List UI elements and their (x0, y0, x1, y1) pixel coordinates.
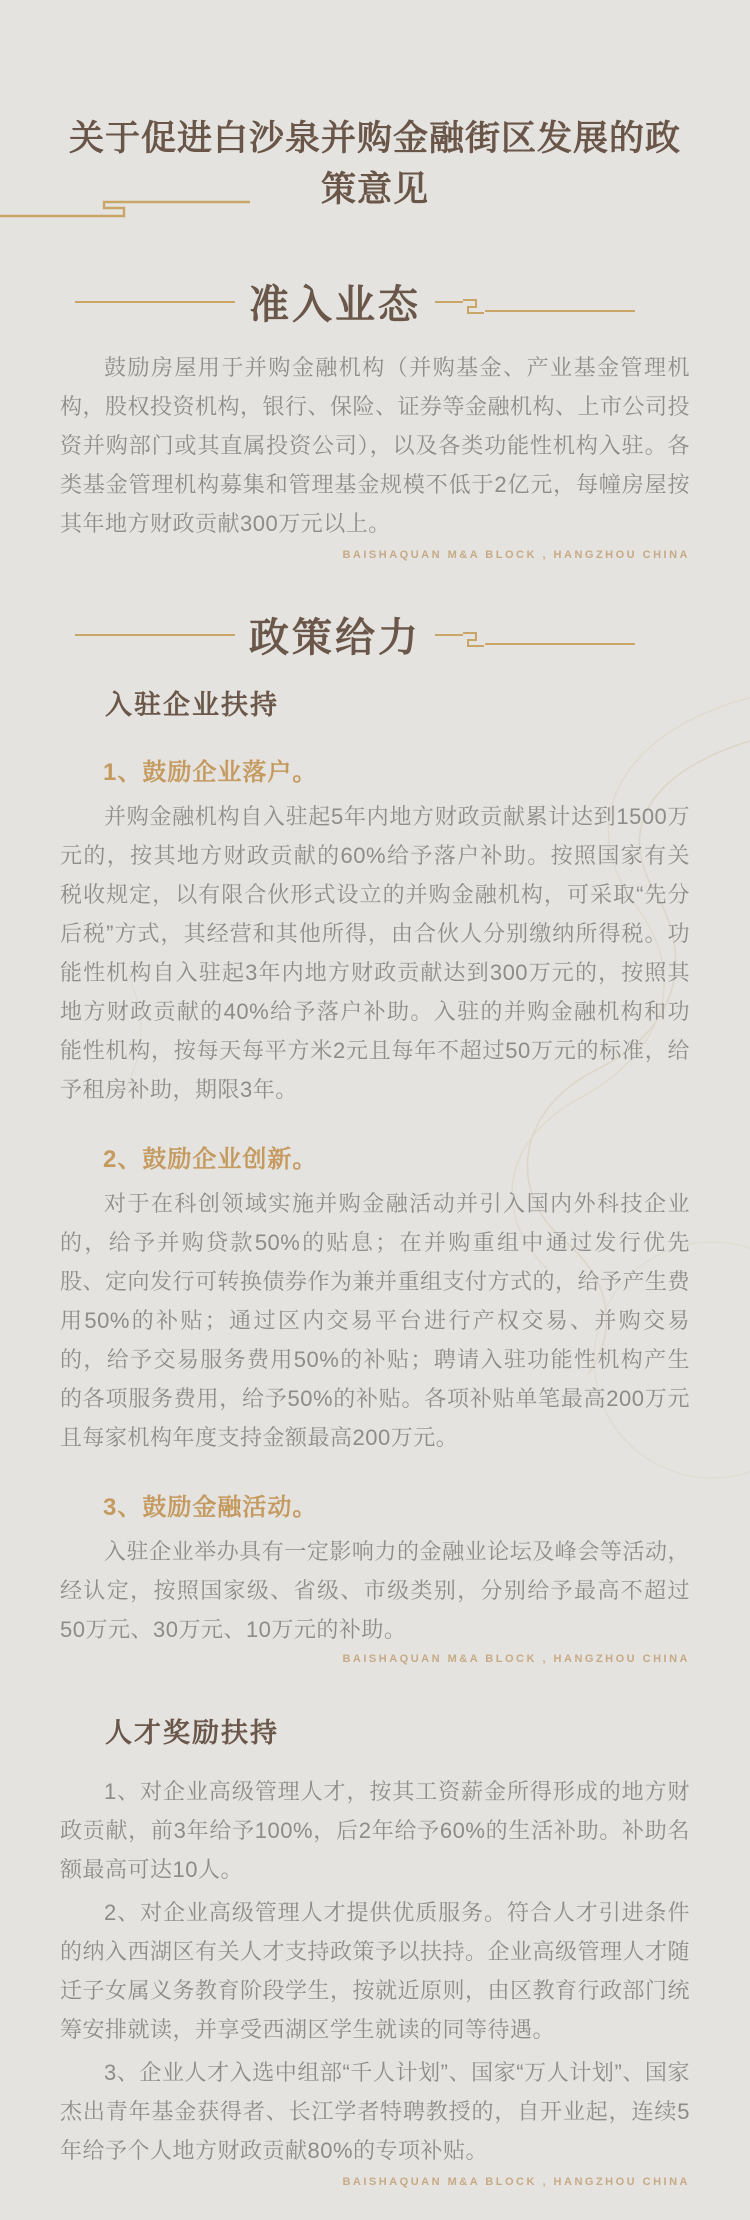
subsection-title-enterprise-support: 入驻企业扶持 (105, 689, 279, 720)
brand-watermark: BAISHAQUAN M&A BLOCK , HANGZHOU CHINA (342, 2175, 690, 2188)
policy-item-3-label: 3、鼓励金融活动。 (103, 1493, 318, 1521)
heading-left-line (75, 634, 235, 636)
brand-watermark: BAISHAQUAN M&A BLOCK , HANGZHOU CHINA (342, 548, 690, 561)
subsection-title-talent-reward: 人才奖励扶持 (105, 1717, 279, 1748)
policy-item-2-text: 对于在科创领域实施并购金融活动并引入国内外科技企业的，给予并购贷款50%的贴息；在并购重组中通过发行优先股、定向发行可转换债券作为兼并重组支付方式的，给予产生费用50%的补贴；通过区内交易平台进行产权交易、并购交易的，给予交易服务费用50%的补贴；聘请入驻功能性机构产生的各项服务费用，给予50%的补贴。各项补贴单笔最高200万元且每家机构年度支持金额最高200万元。 (60, 1190, 691, 1450)
policy-poster (0, 114, 750, 2220)
talent-paragraph-3: 3、企业人才入选中组部“千人计划”、国家“万人计划”、国家杰出青年基金获得者、长江学者特聘教授的，自开业起，连续5年给予个人地方财政贡献80%的专项补贴。 (60, 2059, 690, 2163)
policy-item-1-label: 1、鼓励企业落户。 (103, 758, 318, 786)
heading-right-line (435, 301, 463, 303)
policy-item-2-label: 2、鼓励企业创新。 (103, 1145, 318, 1173)
meander-hook-icon (463, 631, 485, 648)
policy-item-3-text: 入驻企业举办具有一定影响力的金融业论坛及峰会等活动，经认定，按照国家级、省级、市级类别，分别给予最高不超过50万元、30万元、10万元的补助。 (60, 1538, 690, 1642)
heading-trailing-line (485, 310, 635, 312)
talent-paragraph-1: 1、对企业高级管理人才，按其工资薪金所得形成的地方财政贡献，前3年给予100%，后2年给予60%的生活补助。补助名额最高可达10人。 (60, 1778, 690, 1882)
section-heading-access (60, 274, 690, 330)
heading-trailing-line (485, 643, 635, 645)
corner-meander-ornament-icon (0, 198, 252, 222)
brand-watermark: BAISHAQUAN M&A BLOCK , HANGZHOU CHINA (342, 1652, 690, 1665)
section-heading-text: 准入业态 (249, 283, 421, 327)
heading-left-line (75, 301, 235, 303)
policy-item-1-text: 并购金融机构自入驻起5年内地方财政贡献累计达到1500万元的，按其地方财政贡献的60%给予落户补助。按照国家有关税收规定，以有限合伙形式设立的并购金融机构，可采取“先分后税”方式，其经营和其他所得，由合伙人分别缴纳所得税。功能性机构自入驻起3年内地方财政贡献达到300万元的，按照其地方财政贡献的40%给予落户补助。入驻的并购金融机构和功能性机构，按每天每平方米2元且每年不超过50万元的标准，给予租房补助，期限3年。 (60, 803, 690, 1102)
meander-hook-icon (463, 298, 485, 315)
talent-paragraph-2: 2、对企业高级管理人才提供优质服务。符合人才引进条件的纳入西湖区有关人才支持政策予以扶持。企业高级管理人才随迁子女属义务教育阶段学生，按就近原则，由区教育行政部门统筹安排就读，并享受西湖区学生就读的同等待遇。 (60, 1899, 691, 2042)
section-heading-policy (60, 607, 690, 663)
access-intro-paragraph: 鼓励房屋用于并购金融机构（并购基金、产业基金管理机构，股权投资机构，银行、保险、证券等金融机构、上市公司投资并购部门或其直属投资公司），以及各类功能性机构入驻。各类基金管理机构募集和管理基金规模不低于2亿元，每幢房屋按其年地方财政贡献300万元以上。 (60, 354, 691, 536)
section-heading-text: 政策给力 (249, 616, 421, 660)
page-title: 关于促进白沙泉并购金融街区发展的政策意见 (68, 119, 681, 209)
heading-right-line (435, 634, 463, 636)
